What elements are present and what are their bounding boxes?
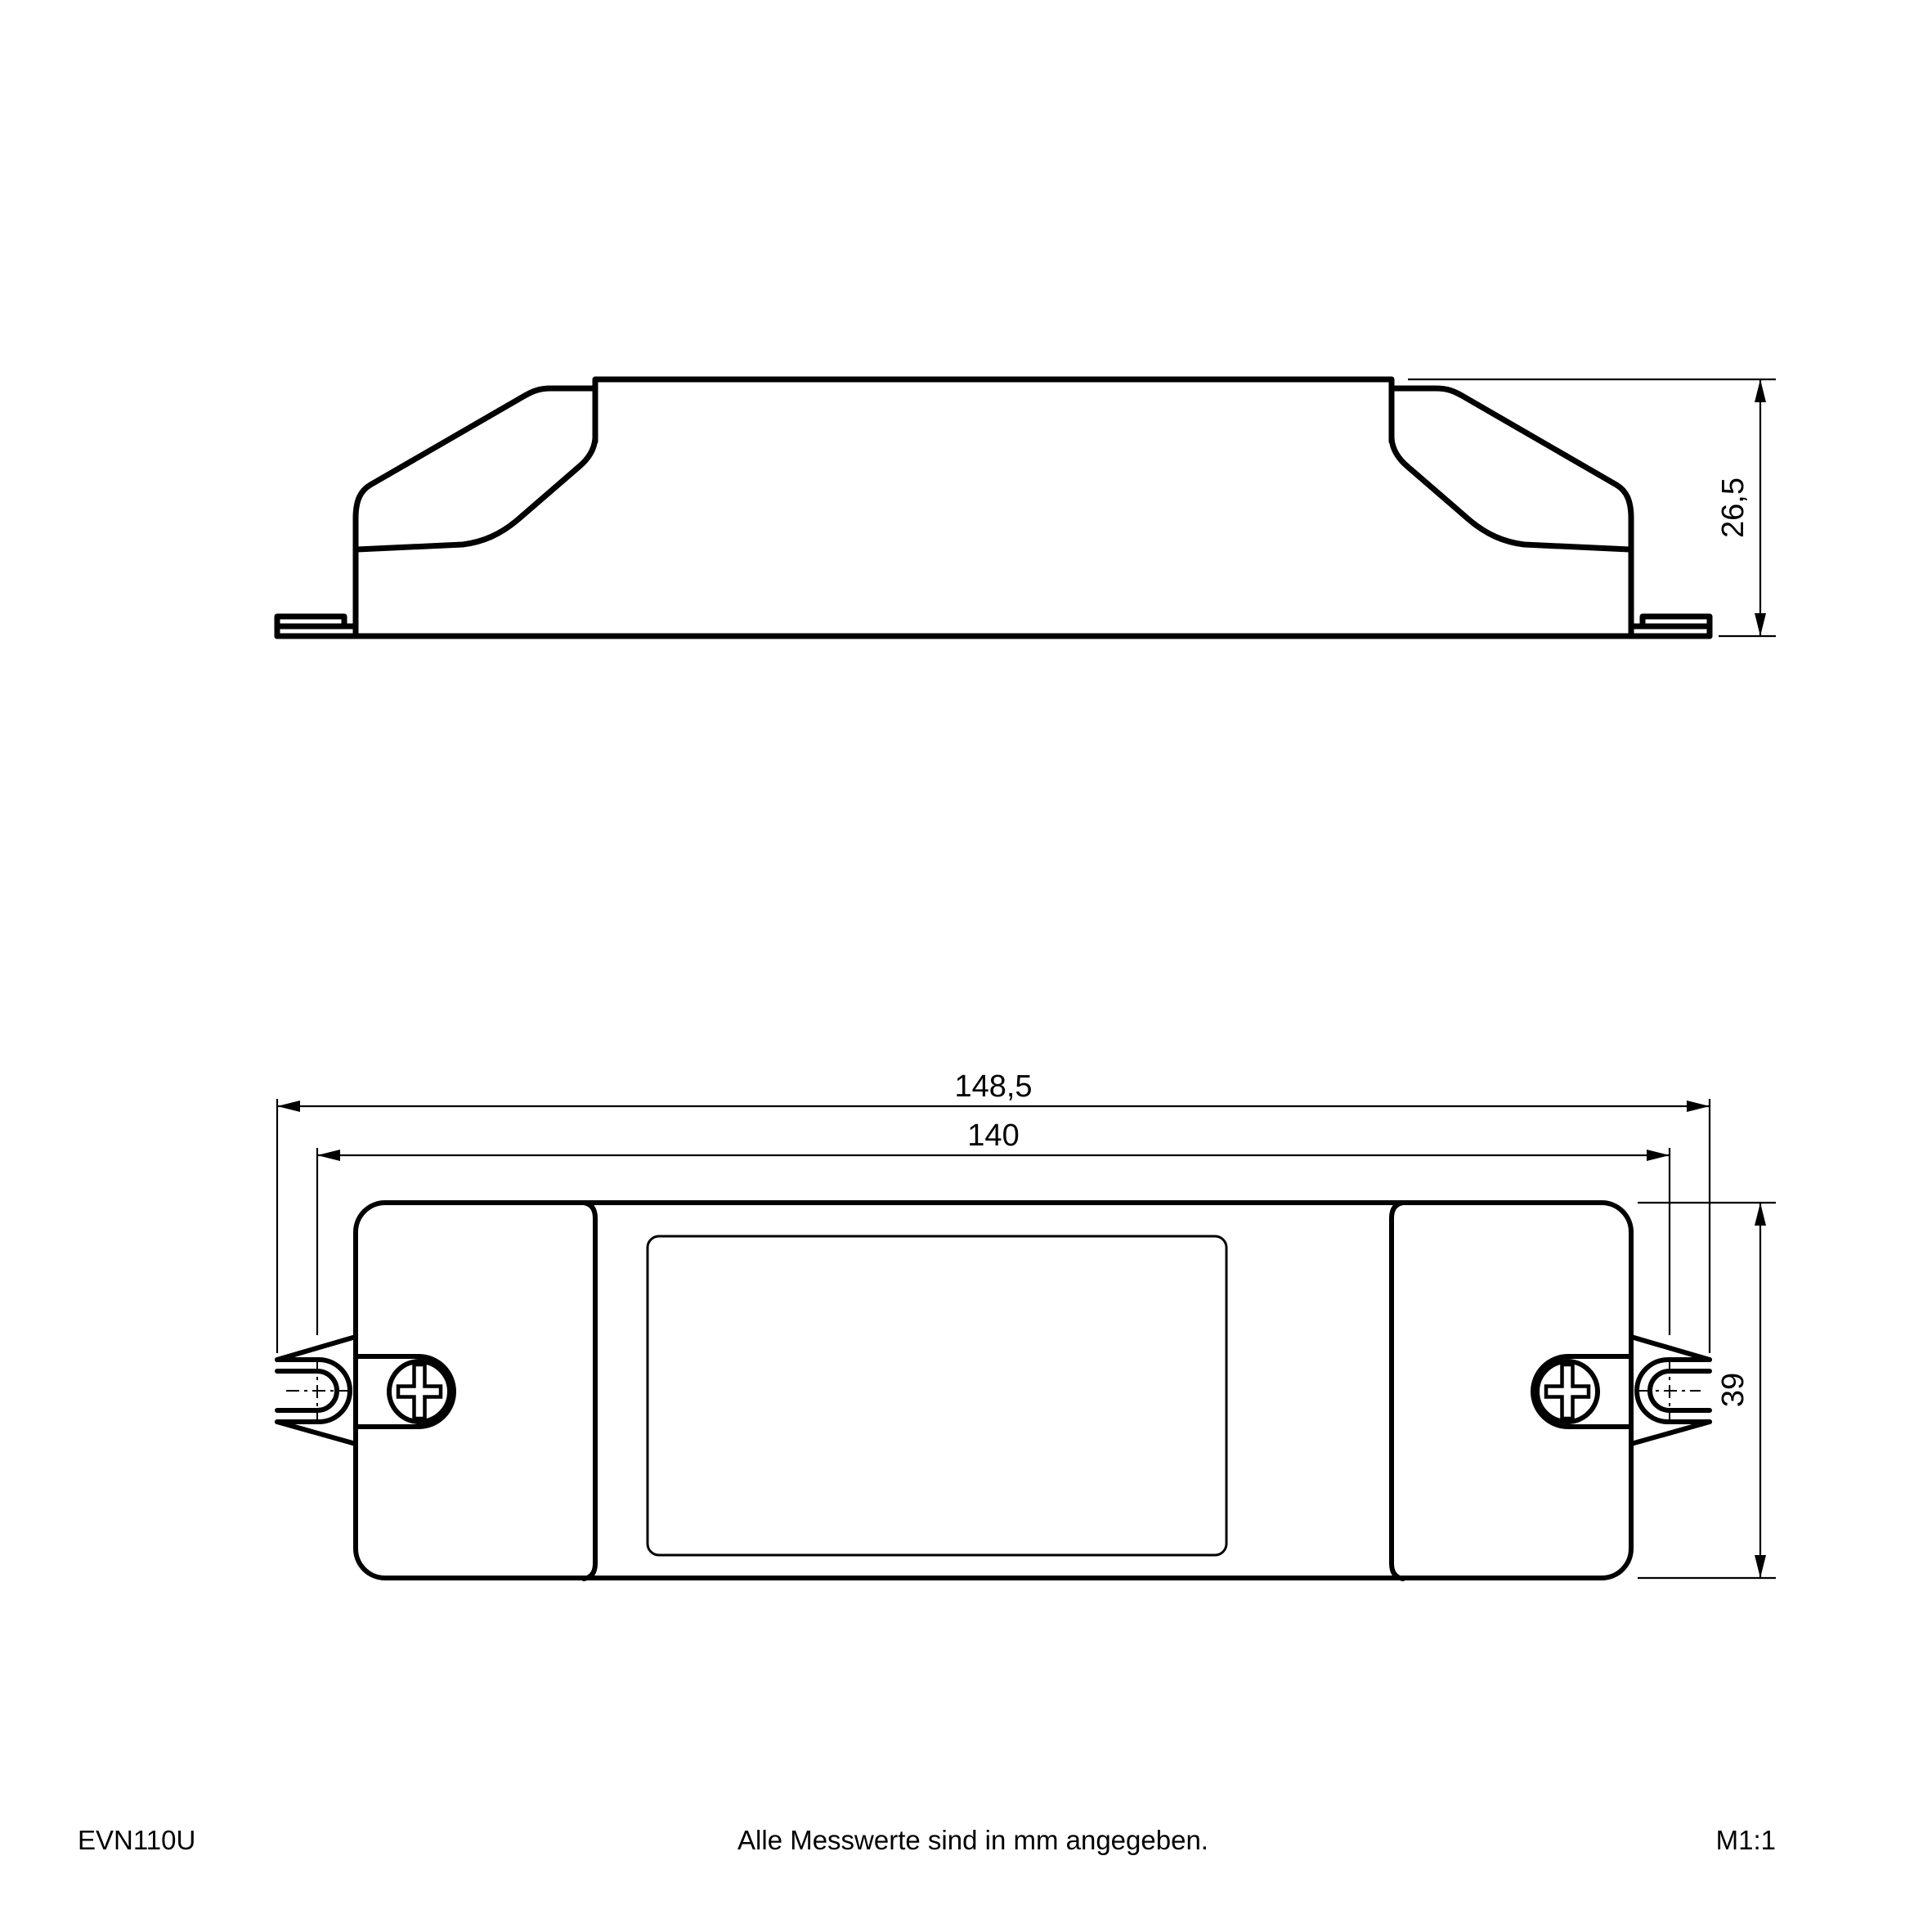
dimension-148-5 [277, 1069, 1710, 1353]
dimension-26-5 [1408, 379, 1776, 636]
dimension-140-arrow-right [1647, 1150, 1670, 1161]
right-clip-top-web [1631, 1337, 1710, 1360]
top-view-label-recess [648, 1236, 1226, 1555]
side-view-right-inner-fold [1392, 438, 1629, 549]
dimension-39-label: 39 [1716, 1372, 1750, 1408]
top-view-body-outline [356, 1203, 1631, 1578]
left-clip-bottom-web [277, 1422, 356, 1444]
side-view [277, 379, 1710, 636]
side-view-left-inner-fold [357, 438, 595, 549]
dimension-39-arrow-up [1755, 1203, 1766, 1226]
dimension-26-5-arrow-down [1755, 613, 1766, 636]
title-block [78, 1825, 1776, 1855]
measurement-note-text: Alle Messwerte sind in mm angegeben. [737, 1825, 1208, 1855]
dimension-26-5-label: 26,5 [1716, 477, 1750, 538]
dimension-148-5-arrow-left [277, 1100, 300, 1112]
right-mounting-clip [1631, 1337, 1710, 1444]
dimension-140 [317, 1118, 1670, 1335]
dimension-140-arrow-left [317, 1150, 340, 1161]
dimension-148-5-arrow-right [1687, 1100, 1710, 1112]
scale-text: M1:1 [1715, 1825, 1776, 1855]
left-screw-phillips-cross-icon [398, 1365, 441, 1419]
side-view-left-profile [356, 388, 594, 636]
part-number-text: EVN110U [78, 1825, 196, 1855]
right-clip-bottom-web [1631, 1422, 1710, 1444]
top-view-right-cap-separator [1392, 1203, 1403, 1579]
dimension-39-arrow-down [1755, 1555, 1766, 1578]
left-mounting-clip [277, 1337, 356, 1444]
top-view-left-cap-separator [584, 1203, 595, 1579]
dimension-148-5-label: 148,5 [954, 1069, 1033, 1104]
dimension-140-label: 140 [967, 1118, 1020, 1153]
top-view [277, 1203, 1710, 1579]
side-view-right-profile [1392, 388, 1631, 636]
dimension-26-5-arrow-up [1755, 379, 1766, 402]
left-clip-top-web [277, 1337, 356, 1360]
side-view-top-cover [595, 379, 1392, 442]
right-screw-phillips-cross-icon [1546, 1365, 1589, 1419]
